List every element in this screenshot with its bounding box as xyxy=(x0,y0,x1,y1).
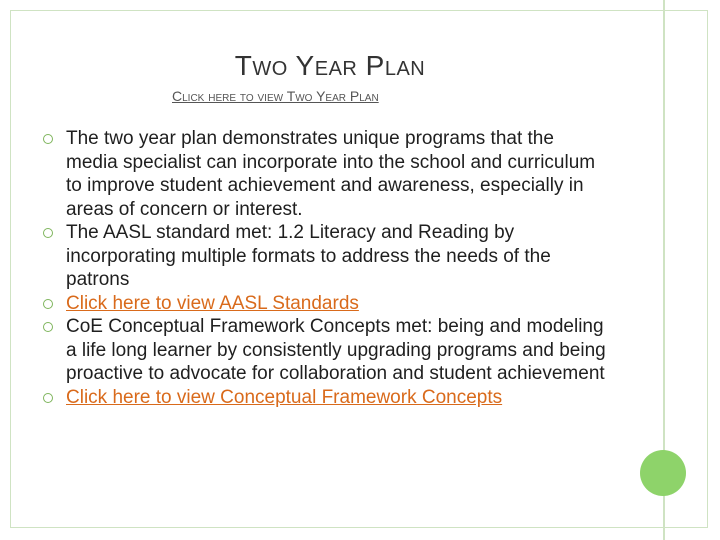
bullet-item-framework-link xyxy=(40,386,610,410)
green-circle-icon xyxy=(640,450,686,496)
bullet-item-aasl-link xyxy=(40,292,610,316)
hollow-circle-bullet-icon xyxy=(43,134,53,144)
bullet-item-coe-concepts xyxy=(40,315,610,386)
aasl-standards-link[interactable]: Click here to view AASL Standards xyxy=(66,292,359,314)
bullet-item-description xyxy=(40,127,610,221)
hollow-circle-bullet-icon xyxy=(43,322,53,332)
slide-title: Two Year Plan xyxy=(234,50,426,81)
bullet-list xyxy=(40,127,610,409)
bullet-text: CoE Conceptual Framework Concepts met: being and modeling a life long learner by consistently upgrading programs and being proactive to advocate for collaboration and student achievement xyxy=(66,316,606,384)
hollow-circle-bullet-icon xyxy=(43,393,53,403)
conceptual-framework-link[interactable]: Click here to view Conceptual Framework Concepts xyxy=(66,386,503,408)
bullet-item-aasl-standard xyxy=(40,221,610,292)
hollow-circle-bullet-icon xyxy=(43,299,53,309)
two-year-plan-link[interactable]: Click here to view Two Year Plan xyxy=(172,88,379,104)
bullet-text: The AASL standard met: 1.2 Literacy and Reading by incorporating multiple formats to address the needs of the patrons xyxy=(66,222,551,290)
hollow-circle-bullet-icon xyxy=(43,228,53,238)
bullet-text: The two year plan demonstrates unique programs that the media specialist can incorporate into the school and curriculum to improve student achievement and awareness, especially in areas of concern or interest. xyxy=(66,128,596,220)
